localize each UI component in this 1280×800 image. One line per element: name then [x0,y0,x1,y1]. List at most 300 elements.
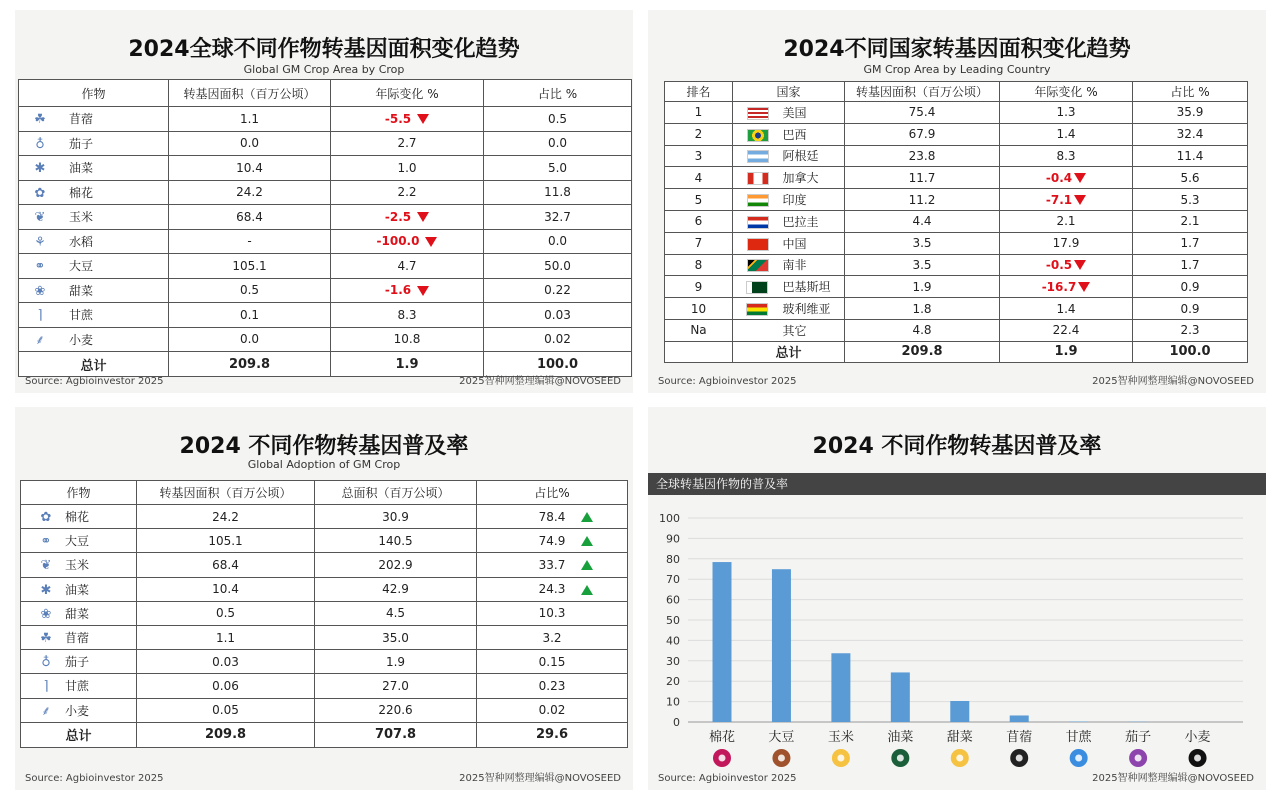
header-change: 年际变化 % [331,80,484,107]
share-cell [477,650,628,674]
crop-cell [21,625,137,649]
crop-name: 玉米 [65,558,90,573]
area-cell: 4.8 [845,319,1000,341]
share-cell: 50.0 [484,254,632,279]
crop-icon-center [897,755,904,762]
y-tick-label: 100 [659,512,680,525]
area-cell: 75.4 [845,102,1000,124]
y-tick-label: 0 [673,716,680,729]
table-row [665,123,1248,145]
adoption-bar-chart [648,497,1266,787]
change-value: -5.5 [384,111,412,126]
table-row [19,131,632,156]
total-area-cell: 27.0 [315,674,477,698]
up-arrow-icon [581,512,593,522]
y-tick-label: 70 [666,573,680,587]
y-tick-label: 20 [666,675,680,689]
table-row [665,189,1248,211]
country-name: 其它 [782,323,807,338]
country-cell [733,145,845,167]
total-share: 100.0 [484,352,632,377]
country-area-table [664,81,1248,363]
share-cell: 32.4 [1133,123,1248,145]
crop-name: 甜菜 [69,283,94,298]
sugarcane-icon: ⌉ [43,679,49,695]
rank-cell: 3 [665,145,733,167]
change-cell [331,180,484,205]
share-cell [477,505,628,529]
india-flag [747,194,769,207]
crop-cell [19,229,169,254]
down-arrow-icon [425,237,437,247]
total-change: 1.9 [1000,341,1133,362]
credit-note: 2025智种网整理编辑@NOVOSEED [459,376,621,387]
usa-flag [747,107,769,120]
corn-icon: ❦ [40,558,52,574]
crop-cell [19,180,169,205]
table-row [19,278,632,303]
canola-icon: ✱ [40,582,52,598]
share-cell: 2.1 [1133,210,1248,232]
table-row [665,167,1248,189]
table-row [665,319,1248,341]
flag-placeholder [747,325,769,338]
crop-icon-center [719,755,726,762]
crop-cell [19,205,169,230]
share-value: 10.3 [538,606,566,621]
table-row [21,698,628,722]
area-cell: 68.4 [169,205,331,230]
country-area-panel [648,10,1266,393]
crop-cell [19,327,169,352]
country-name: 阿根廷 [782,149,819,164]
header-rank: 排名 [665,82,733,102]
area-cell: 11.2 [845,189,1000,211]
paraguay-flag [747,216,769,229]
country-cell [733,123,845,145]
share-cell [477,698,628,722]
country-cell [733,232,845,254]
share-cell: 0.02 [484,327,632,352]
crop-icon-center [1075,755,1082,762]
table-row [665,102,1248,124]
crop-icon-center [1016,755,1023,762]
crop-cell [19,303,169,328]
pakistan-flag [746,281,768,294]
total-area-cell: 4.5 [315,601,477,625]
change-value: -100.0 [376,234,420,249]
share-value: 33.7 [538,557,566,572]
bar [831,653,850,722]
crop-name: 油菜 [69,161,94,176]
change-value: -16.7 [1041,279,1077,294]
crop-name: 苜蓿 [69,112,94,127]
total-area-cell: 202.9 [315,553,477,577]
y-tick-label: 80 [666,552,680,566]
source-note: Source: Agbioinvestor 2025 [25,376,164,387]
crop-cell [21,698,137,722]
bar [772,569,791,722]
crop-name: 大豆 [69,259,94,274]
rank-cell: 6 [665,210,733,232]
share-cell: 5.3 [1133,189,1248,211]
header-share: 占比 % [1133,82,1248,102]
bar [950,701,969,722]
gm-area-cell: 1.1 [137,625,315,649]
total-area-cell: 1.9 [315,650,477,674]
share-cell: 32.7 [484,205,632,230]
total-area-cell: 140.5 [315,529,477,553]
down-arrow-icon [417,212,429,222]
country-cell [733,298,845,320]
country-cell [733,254,845,276]
header-gm-area: 转基因面积（百万公顷） [137,481,315,505]
bar [1010,715,1029,722]
gm-area-cell: 0.03 [137,650,315,674]
x-tick-label: 苜蓿 [1006,730,1033,745]
empty-cell [665,341,733,362]
rank-cell: 2 [665,123,733,145]
argentina-flag [747,150,769,163]
area-cell: 3.5 [845,254,1000,276]
down-arrow-icon [1074,260,1086,270]
panel-title: 2024 不同作物转基因普及率 [179,434,469,459]
table-row [665,254,1248,276]
share-cell [477,674,628,698]
area-cell: 1.1 [169,107,331,132]
share-cell: 5.0 [484,156,632,181]
x-tick-label: 油菜 [887,730,914,745]
crop-cell [21,577,137,601]
area-cell: 3.5 [845,232,1000,254]
crop-cell [21,505,137,529]
crop-name: 小麦 [65,704,90,719]
rank-cell: Na [665,319,733,341]
area-cell: 0.0 [169,327,331,352]
change-cell [1000,298,1133,320]
share-value: 0.23 [538,678,566,693]
crop-icon-center [1194,755,1201,762]
canada-flag [747,172,769,185]
crop-icon-center [956,755,963,762]
header-area: 转基因面积（百万公顷） [169,80,331,107]
share-cell: 0.22 [484,278,632,303]
crop-cell [21,553,137,577]
gm-area-cell: 0.06 [137,674,315,698]
table-row [665,298,1248,320]
source-note: Source: Agbioinvestor 2025 [25,773,164,784]
crop-name: 茄子 [65,655,90,670]
total-row [21,722,628,747]
change-value: 1.0 [397,160,417,175]
change-value: 17.9 [1052,236,1080,251]
area-cell: 11.7 [845,167,1000,189]
share-cell: 0.03 [484,303,632,328]
credit-note: 2025智种网整理编辑@NOVOSEED [459,773,621,784]
rank-cell: 1 [665,102,733,124]
country-name: 巴基斯坦 [782,280,831,295]
brazil-flag [747,129,769,142]
total-area: 707.8 [315,722,477,747]
crop-icon-center [778,755,785,762]
alfalfa-icon: ☘ [40,631,52,647]
crop-name: 茄子 [69,136,94,151]
x-tick-label: 大豆 [768,730,795,745]
china-flag [747,238,769,251]
chart-title: 全球转基因作物的普及率 [648,473,1266,495]
gm-area-cell: 0.5 [137,601,315,625]
eggplant-icon: ♁ [41,655,51,671]
total-share: 29.6 [477,722,628,747]
canola-icon: ✱ [34,161,46,177]
south-africa-flag [747,259,769,272]
y-tick-label: 30 [666,654,680,668]
change-value: 2.2 [397,185,417,200]
table-row [19,254,632,279]
down-arrow-icon [1074,195,1086,205]
down-arrow-icon [1074,173,1086,183]
down-arrow-icon [1078,282,1090,292]
change-cell [1000,167,1133,189]
total-area: 209.8 [845,341,1000,362]
source-note: Source: Agbioinvestor 2025 [658,376,797,387]
table-row [21,529,628,553]
header-change: 年际变化 % [1000,82,1133,102]
change-cell [1000,189,1133,211]
x-tick-label: 甘蔗 [1065,730,1092,745]
crop-name: 甘蔗 [65,679,90,694]
x-tick-label: 棉花 [708,730,736,745]
change-value: 1.4 [1056,301,1076,316]
beet-icon: ❀ [34,283,46,299]
up-arrow-icon [581,585,593,595]
down-arrow-icon [417,286,429,296]
change-value: 22.4 [1052,323,1080,338]
sugarcane-icon: ⌉ [37,308,43,324]
wheat-icon: ⸙ [41,704,51,720]
area-cell: 105.1 [169,254,331,279]
soybean-icon: ⚭ [34,259,46,275]
bar [713,562,732,722]
change-cell [1000,254,1133,276]
y-tick-label: 10 [666,695,680,709]
change-value: -0.4 [1045,170,1073,185]
change-cell [331,156,484,181]
share-cell [477,625,628,649]
change-cell [1000,232,1133,254]
eggplant-icon: ♁ [35,136,45,152]
change-value: 10.8 [393,332,421,347]
down-arrow-icon [417,114,429,124]
change-value: 8.3 [397,307,417,322]
crop-name: 油菜 [65,582,90,597]
share-value: 74.9 [538,533,566,548]
share-value: 3.2 [542,630,562,645]
share-cell: 11.4 [1133,145,1248,167]
change-value: 2.7 [397,136,417,151]
share-cell [477,601,628,625]
change-cell [331,254,484,279]
total-label: 总计 [19,352,169,377]
bar [891,672,910,722]
header-share: 占比 % [484,80,632,107]
change-value: 1.4 [1056,127,1076,142]
crop-name: 小麦 [69,333,94,348]
crop-name: 水稻 [69,234,94,249]
total-gm-area: 209.8 [137,722,315,747]
crop-area-table [18,79,632,377]
share-cell [477,553,628,577]
header-crop: 作物 [21,481,137,505]
crop-icon-center [837,755,844,762]
crop-icon-center [1135,755,1142,762]
change-value: -2.5 [384,209,412,224]
table-row [665,145,1248,167]
gm-area-cell: 68.4 [137,553,315,577]
share-cell: 1.7 [1133,232,1248,254]
change-value: -0.5 [1045,257,1073,272]
area-cell: 1.9 [845,276,1000,298]
cotton-icon: ✿ [34,185,46,201]
wheat-icon: ⸙ [35,333,45,349]
share-cell: 1.7 [1133,254,1248,276]
crop-name: 玉米 [69,210,94,225]
share-cell [477,577,628,601]
up-arrow-icon [581,536,593,546]
change-cell [331,131,484,156]
crop-cell [21,529,137,553]
area-cell: 10.4 [169,156,331,181]
crop-cell [19,254,169,279]
change-cell [331,303,484,328]
share-cell: 0.9 [1133,298,1248,320]
panel-title: 2024全球不同作物转基因面积变化趋势 [128,37,520,62]
country-cell [733,276,845,298]
crop-name: 大豆 [65,534,90,549]
header-total-area: 总面积（百万公顷） [315,481,477,505]
rice-icon: ⚘ [34,234,46,250]
gm-area-cell: 0.05 [137,698,315,722]
share-cell: 0.5 [484,107,632,132]
total-row [665,341,1248,362]
table-row [19,229,632,254]
country-name: 中国 [782,236,807,251]
change-value: 8.3 [1056,148,1076,163]
table-row [19,205,632,230]
country-cell [733,210,845,232]
change-cell [331,107,484,132]
change-value: 2.1 [1056,214,1076,229]
y-tick-label: 50 [666,614,680,627]
rank-cell: 8 [665,254,733,276]
area-cell: 0.5 [169,278,331,303]
change-cell [1000,102,1133,124]
country-cell [733,102,845,124]
soybean-icon: ⚭ [40,534,52,550]
crop-name: 甜菜 [65,606,90,621]
total-area: 209.8 [169,352,331,377]
crop-name: 苜蓿 [65,631,90,646]
table-row [21,625,628,649]
change-cell [1000,319,1133,341]
change-cell [1000,276,1133,298]
country-name: 美国 [782,105,807,120]
country-name: 巴西 [782,127,807,142]
total-share: 100.0 [1133,341,1248,362]
y-tick-label: 40 [666,634,680,648]
rank-cell: 5 [665,189,733,211]
table-row [665,276,1248,298]
change-value: 4.7 [397,258,417,273]
country-cell [733,189,845,211]
y-tick-label: 60 [666,593,680,607]
beet-icon: ❀ [40,606,52,622]
total-change: 1.9 [331,352,484,377]
change-cell [1000,123,1133,145]
y-tick-label: 90 [666,532,680,546]
cotton-icon: ✿ [40,510,52,526]
area-cell: 1.8 [845,298,1000,320]
table-row [19,156,632,181]
x-tick-label: 茄子 [1125,730,1152,745]
rank-cell: 4 [665,167,733,189]
country-cell [733,319,845,341]
share-cell: 35.9 [1133,102,1248,124]
gm-area-cell: 10.4 [137,577,315,601]
table-row [21,650,628,674]
share-value: 78.4 [538,509,566,524]
header-country: 国家 [733,82,845,102]
x-tick-label: 玉米 [827,730,854,745]
adoption-chart-panel [648,407,1266,790]
change-cell [331,229,484,254]
share-cell: 0.0 [484,229,632,254]
share-value: 0.15 [538,654,566,669]
crop-adoption-table [20,480,628,748]
area-cell: 67.9 [845,123,1000,145]
rank-cell: 7 [665,232,733,254]
table-row [21,553,628,577]
total-area-cell: 42.9 [315,577,477,601]
country-name: 巴拉圭 [782,214,819,229]
header-area: 转基因面积（百万公顷） [845,82,1000,102]
table-row [19,303,632,328]
crop-cell [21,650,137,674]
total-area-cell: 35.0 [315,625,477,649]
area-cell: 4.4 [845,210,1000,232]
crop-cell [21,601,137,625]
table-row [19,327,632,352]
rank-cell: 10 [665,298,733,320]
panel-title: 2024不同国家转基因面积变化趋势 [783,37,1131,62]
crop-area-panel [15,10,633,393]
country-name: 加拿大 [782,171,819,186]
crop-name: 棉花 [65,510,90,525]
share-cell: 5.6 [1133,167,1248,189]
header-share: 占比% [477,481,628,505]
change-value: -1.6 [384,283,412,298]
crop-adoption-panel [15,407,633,790]
change-cell [331,327,484,352]
panel-subtitle: Global Adoption of GM Crop [247,458,401,471]
total-label: 总计 [21,722,137,747]
share-cell: 2.3 [1133,319,1248,341]
crop-name: 甘蔗 [69,308,94,323]
country-name: 玻利维亚 [782,302,831,317]
crop-name: 棉花 [69,185,94,200]
share-cell: 11.8 [484,180,632,205]
total-area-cell: 30.9 [315,505,477,529]
